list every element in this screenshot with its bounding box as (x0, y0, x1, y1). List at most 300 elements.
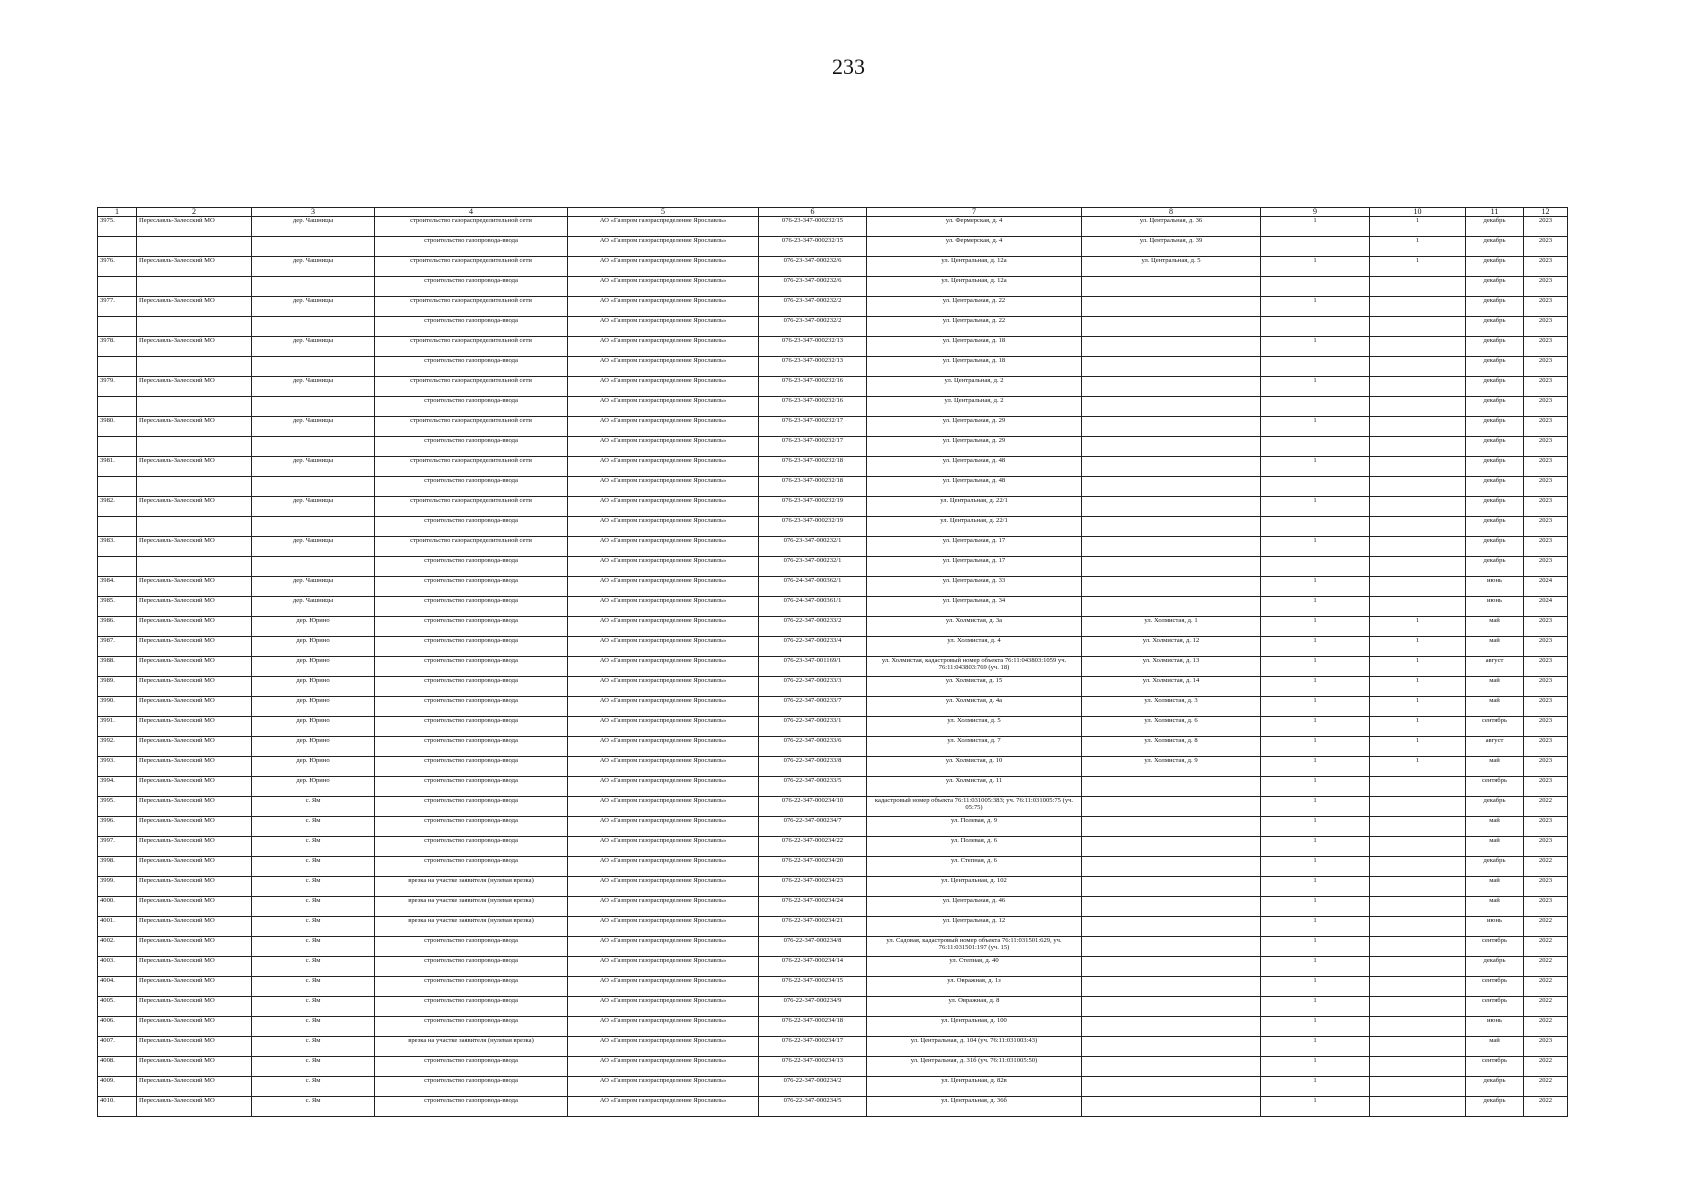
settlement-cell (252, 557, 375, 577)
work-type-cell: строительство газопровода-ввода (375, 577, 568, 597)
count-2-cell (1370, 477, 1466, 497)
table-row (98, 757, 1568, 777)
settlement-cell (252, 437, 375, 457)
count-2-cell (1370, 837, 1466, 857)
count-cell (1261, 517, 1370, 537)
year-cell: 2023 (1524, 537, 1568, 557)
count-cell: 1 (1261, 897, 1370, 917)
count-2-cell: 1 (1370, 617, 1466, 637)
row-number (98, 557, 137, 577)
year-cell: 2022 (1524, 957, 1568, 977)
organization-cell: АО «Газпром газораспределение Ярославль» (568, 677, 759, 697)
row-number (98, 397, 137, 417)
organization-cell: АО «Газпром газораспределение Ярославль» (568, 697, 759, 717)
count-2-cell (1370, 397, 1466, 417)
count-2-cell (1370, 457, 1466, 477)
count-cell: 1 (1261, 797, 1370, 817)
address-cell: ул. Холмистая, д. 4 (867, 637, 1082, 657)
address-2-cell (1082, 437, 1261, 457)
count-2-cell (1370, 797, 1466, 817)
count-cell: 1 (1261, 297, 1370, 317)
organization-cell: АО «Газпром газораспределение Ярославль» (568, 637, 759, 657)
code-cell: 076-22-347-000234/13 (759, 1057, 867, 1077)
address-cell: ул. Центральная, д. 22/1 (867, 517, 1082, 537)
settlement-cell: с. Ям (252, 797, 375, 817)
table-subrow (98, 277, 1568, 297)
address-2-cell: ул. Холмистая, д. 1 (1082, 617, 1261, 637)
organization-cell: АО «Газпром газораспределение Ярославль» (568, 377, 759, 397)
work-type-cell: строительство газораспределительной сети (375, 497, 568, 517)
row-number (98, 477, 137, 497)
month-cell: май (1466, 817, 1524, 837)
work-type-cell: строительство газопровода-ввода (375, 977, 568, 997)
row-number: 4006. (98, 1017, 137, 1037)
address-cell: ул. Центральная, д. 17 (867, 537, 1082, 557)
work-type-cell: строительство газопровода-ввода (375, 357, 568, 377)
settlement-cell (252, 237, 375, 257)
month-cell: декабрь (1466, 857, 1524, 877)
address-cell: ул. Фермерская, д. 4 (867, 237, 1082, 257)
organization-cell: АО «Газпром газораспределение Ярославль» (568, 597, 759, 617)
count-cell: 1 (1261, 337, 1370, 357)
header-row (98, 208, 1568, 217)
organization-cell: АО «Газпром газораспределение Ярославль» (568, 1037, 759, 1057)
year-cell: 2022 (1524, 1017, 1568, 1037)
address-2-cell (1082, 1077, 1261, 1097)
work-type-cell: строительство газопровода-ввода (375, 277, 568, 297)
address-cell: ул. Холмистая, д. 15 (867, 677, 1082, 697)
municipality-cell: Переславль-Залесский МО (137, 997, 252, 1017)
count-2-cell (1370, 297, 1466, 317)
month-cell: декабрь (1466, 457, 1524, 477)
organization-cell: АО «Газпром газораспределение Ярославль» (568, 237, 759, 257)
work-type-cell: строительство газораспределительной сети (375, 257, 568, 277)
month-cell: декабрь (1466, 397, 1524, 417)
count-cell (1261, 277, 1370, 297)
month-cell: декабрь (1466, 317, 1524, 337)
settlement-cell: с. Ям (252, 937, 375, 957)
count-2-cell (1370, 957, 1466, 977)
year-cell: 2023 (1524, 877, 1568, 897)
month-cell: май (1466, 1037, 1524, 1057)
table-row (98, 677, 1568, 697)
organization-cell: АО «Газпром газораспределение Ярославль» (568, 557, 759, 577)
municipality-cell: Переславль-Залесский МО (137, 657, 252, 677)
year-cell: 2023 (1524, 217, 1568, 237)
year-cell: 2022 (1524, 997, 1568, 1017)
work-type-cell: строительство газораспределительной сети (375, 457, 568, 477)
month-cell: декабрь (1466, 297, 1524, 317)
count-cell: 1 (1261, 857, 1370, 877)
table-subrow (98, 237, 1568, 257)
address-2-cell: ул. Центральная, д. 39 (1082, 237, 1261, 257)
count-cell: 1 (1261, 657, 1370, 677)
address-2-cell (1082, 877, 1261, 897)
month-cell: декабрь (1466, 517, 1524, 537)
code-cell: 076-23-347-000232/15 (759, 217, 867, 237)
code-cell: 076-22-347-000233/3 (759, 677, 867, 697)
year-cell: 2022 (1524, 1097, 1568, 1117)
table-row (98, 417, 1568, 437)
table-row (98, 1097, 1568, 1117)
month-cell: декабрь (1466, 477, 1524, 497)
count-cell: 1 (1261, 677, 1370, 697)
work-type-cell: строительство газопровода-ввода (375, 557, 568, 577)
address-2-cell (1082, 1097, 1261, 1117)
table-row (98, 837, 1568, 857)
settlement-cell: с. Ям (252, 977, 375, 997)
municipality-cell: Переславль-Залесский МО (137, 577, 252, 597)
count-2-cell (1370, 277, 1466, 297)
code-cell: 076-22-347-000233/8 (759, 757, 867, 777)
settlement-cell: дер. Юрино (252, 717, 375, 737)
code-cell: 076-23-347-000232/16 (759, 397, 867, 417)
address-cell: ул. Центральная, д. 12а (867, 277, 1082, 297)
month-cell: май (1466, 757, 1524, 777)
organization-cell: АО «Газпром газораспределение Ярославль» (568, 1057, 759, 1077)
work-type-cell: строительство газопровода-ввода (375, 737, 568, 757)
count-2-cell (1370, 997, 1466, 1017)
address-cell: ул. Холмистая, д. 5 (867, 717, 1082, 737)
municipality-cell: Переславль-Залесский МО (137, 797, 252, 817)
organization-cell: АО «Газпром газораспределение Ярославль» (568, 417, 759, 437)
code-cell: 076-23-347-000232/17 (759, 437, 867, 457)
table-row (98, 897, 1568, 917)
address-2-cell (1082, 917, 1261, 937)
address-cell: ул. Центральная, д. 36б (867, 1097, 1082, 1117)
code-cell: 076-22-347-000234/21 (759, 917, 867, 937)
settlement-cell: дер. Чашницы (252, 537, 375, 557)
address-cell: ул. Центральная, д. 29 (867, 437, 1082, 457)
month-cell: июнь (1466, 917, 1524, 937)
address-cell: ул. Центральная, д. 48 (867, 457, 1082, 477)
count-2-cell: 1 (1370, 717, 1466, 737)
organization-cell: АО «Газпром газораспределение Ярославль» (568, 397, 759, 417)
organization-cell: АО «Газпром газораспределение Ярославль» (568, 457, 759, 477)
row-number: 4007. (98, 1037, 137, 1057)
organization-cell: АО «Газпром газораспределение Ярославль» (568, 657, 759, 677)
work-type-cell: строительство газопровода-ввода (375, 317, 568, 337)
table-subrow (98, 477, 1568, 497)
settlement-cell: с. Ям (252, 1057, 375, 1077)
code-cell: 076-23-347-000232/13 (759, 337, 867, 357)
address-cell: ул. Полевая, д. 6 (867, 837, 1082, 857)
count-2-cell: 1 (1370, 697, 1466, 717)
count-cell: 1 (1261, 937, 1370, 957)
municipality-cell: Переславль-Залесский МО (137, 297, 252, 317)
count-2-cell (1370, 897, 1466, 917)
count-2-cell (1370, 517, 1466, 537)
work-type-cell: врезка на участке заявителя (нулевая врезка) (375, 877, 568, 897)
table-row (98, 737, 1568, 757)
row-number: 4002. (98, 937, 137, 957)
address-cell: ул. Центральная, д. 33 (867, 577, 1082, 597)
address-2-cell (1082, 357, 1261, 377)
count-2-cell (1370, 1097, 1466, 1117)
count-cell (1261, 437, 1370, 457)
count-2-cell: 1 (1370, 217, 1466, 237)
count-2-cell: 1 (1370, 657, 1466, 677)
address-cell: ул. Центральная, д. 12а (867, 257, 1082, 277)
code-cell: 076-23-347-000232/18 (759, 457, 867, 477)
count-2-cell (1370, 597, 1466, 617)
table-row (98, 597, 1568, 617)
table-row (98, 217, 1568, 237)
settlement-cell: с. Ям (252, 1077, 375, 1097)
table-row (98, 777, 1568, 797)
municipality-cell: Переславль-Залесский МО (137, 937, 252, 957)
organization-cell: АО «Газпром газораспределение Ярославль» (568, 1077, 759, 1097)
count-cell: 1 (1261, 637, 1370, 657)
work-type-cell: строительство газопровода-ввода (375, 597, 568, 617)
address-2-cell (1082, 977, 1261, 997)
row-number (98, 317, 137, 337)
work-type-cell: врезка на участке заявителя (нулевая врезка) (375, 897, 568, 917)
settlement-cell: дер. Чашницы (252, 377, 375, 397)
month-cell: июнь (1466, 597, 1524, 617)
count-2-cell (1370, 777, 1466, 797)
count-cell: 1 (1261, 717, 1370, 737)
municipality-cell (137, 357, 252, 377)
organization-cell: АО «Газпром газораспределение Ярославль» (568, 257, 759, 277)
count-2-cell: 1 (1370, 737, 1466, 757)
address-cell: ул. Холмистая, д. 4а (867, 697, 1082, 717)
work-type-cell: строительство газопровода-ввода (375, 1017, 568, 1037)
year-cell: 2023 (1524, 477, 1568, 497)
count-2-cell (1370, 417, 1466, 437)
table-row (98, 617, 1568, 637)
year-cell: 2023 (1524, 337, 1568, 357)
table-subrow (98, 557, 1568, 577)
organization-cell: АО «Газпром газораспределение Ярославль» (568, 297, 759, 317)
settlement-cell: с. Ям (252, 817, 375, 837)
work-type-cell: строительство газопровода-ввода (375, 1097, 568, 1117)
count-cell: 1 (1261, 417, 1370, 437)
address-2-cell (1082, 1057, 1261, 1077)
settlement-cell: дер. Юрино (252, 677, 375, 697)
address-2-cell: ул. Центральная, д. 5 (1082, 257, 1261, 277)
row-number: 3989. (98, 677, 137, 697)
count-2-cell: 1 (1370, 257, 1466, 277)
count-cell: 1 (1261, 1037, 1370, 1057)
code-cell: 076-22-347-000234/24 (759, 897, 867, 917)
municipality-cell: Переславль-Залесский МО (137, 417, 252, 437)
table-row (98, 377, 1568, 397)
row-number: 3999. (98, 877, 137, 897)
header-cell: 8 (1082, 208, 1261, 217)
organization-cell: АО «Газпром газораспределение Ярославль» (568, 477, 759, 497)
month-cell: сентябрь (1466, 977, 1524, 997)
month-cell: май (1466, 837, 1524, 857)
municipality-cell: Переславль-Залесский МО (137, 677, 252, 697)
row-number (98, 437, 137, 457)
row-number: 3994. (98, 777, 137, 797)
municipality-cell: Переславль-Залесский МО (137, 377, 252, 397)
row-number (98, 517, 137, 537)
work-type-cell: строительство газопровода-ввода (375, 1057, 568, 1077)
settlement-cell (252, 517, 375, 537)
settlement-cell: с. Ям (252, 837, 375, 857)
count-cell: 1 (1261, 757, 1370, 777)
code-cell: 076-22-347-000233/2 (759, 617, 867, 637)
address-cell: ул. Центральная, д. 102 (867, 877, 1082, 897)
code-cell: 076-23-347-000232/1 (759, 557, 867, 577)
month-cell: май (1466, 897, 1524, 917)
address-cell: ул. Центральная, д. 18 (867, 337, 1082, 357)
organization-cell: АО «Газпром газораспределение Ярославль» (568, 957, 759, 977)
count-cell: 1 (1261, 597, 1370, 617)
address-2-cell: ул. Центральная, д. 36 (1082, 217, 1261, 237)
year-cell: 2022 (1524, 977, 1568, 997)
row-number: 3996. (98, 817, 137, 837)
year-cell: 2022 (1524, 917, 1568, 937)
code-cell: 076-23-347-000232/1 (759, 537, 867, 557)
municipality-cell: Переславль-Залесский МО (137, 777, 252, 797)
table-row (98, 497, 1568, 517)
organization-cell: АО «Газпром газораспределение Ярославль» (568, 857, 759, 877)
municipality-cell: Переславль-Залесский МО (137, 857, 252, 877)
organization-cell: АО «Газпром газораспределение Ярославль» (568, 817, 759, 837)
address-cell: ул. Центральная, д. 17 (867, 557, 1082, 577)
table-row (98, 717, 1568, 737)
work-type-cell: строительство газопровода-ввода (375, 717, 568, 737)
address-cell: ул. Центральная, д. 34 (867, 597, 1082, 617)
municipality-cell: Переславль-Залесский МО (137, 1037, 252, 1057)
address-2-cell (1082, 957, 1261, 977)
table-row (98, 577, 1568, 597)
header-cell: 11 (1466, 208, 1524, 217)
municipality-cell: Переславль-Залесский МО (137, 337, 252, 357)
count-2-cell: 1 (1370, 677, 1466, 697)
year-cell: 2023 (1524, 677, 1568, 697)
organization-cell: АО «Газпром газораспределение Ярославль» (568, 977, 759, 997)
table-body (98, 208, 1568, 1117)
count-cell: 1 (1261, 577, 1370, 597)
address-2-cell (1082, 1037, 1261, 1057)
code-cell: 076-23-347-000232/18 (759, 477, 867, 497)
settlement-cell (252, 357, 375, 377)
count-2-cell (1370, 377, 1466, 397)
work-type-cell: строительство газораспределительной сети (375, 217, 568, 237)
row-number: 3983. (98, 537, 137, 557)
organization-cell: АО «Газпром газораспределение Ярославль» (568, 617, 759, 637)
table-row (98, 797, 1568, 817)
work-type-cell: строительство газопровода-ввода (375, 637, 568, 657)
month-cell: май (1466, 617, 1524, 637)
count-cell: 1 (1261, 697, 1370, 717)
settlement-cell: с. Ям (252, 1017, 375, 1037)
row-number: 4010. (98, 1097, 137, 1117)
municipality-cell: Переславль-Залесский МО (137, 457, 252, 477)
table-subrow (98, 397, 1568, 417)
month-cell: декабрь (1466, 1077, 1524, 1097)
row-number: 4000. (98, 897, 137, 917)
address-2-cell: ул. Холмистая, д. 3 (1082, 697, 1261, 717)
organization-cell: АО «Газпром газораспределение Ярославль» (568, 317, 759, 337)
header-cell: 10 (1370, 208, 1466, 217)
organization-cell: АО «Газпром газораспределение Ярославль» (568, 717, 759, 737)
table-row (98, 1077, 1568, 1097)
year-cell: 2023 (1524, 837, 1568, 857)
row-number: 3978. (98, 337, 137, 357)
organization-cell: АО «Газпром газораспределение Ярославль» (568, 577, 759, 597)
code-cell: 076-22-347-000234/23 (759, 877, 867, 897)
organization-cell: АО «Газпром газораспределение Ярославль» (568, 897, 759, 917)
address-2-cell (1082, 317, 1261, 337)
settlement-cell (252, 317, 375, 337)
organization-cell: АО «Газпром газораспределение Ярославль» (568, 217, 759, 237)
count-cell (1261, 357, 1370, 377)
count-2-cell (1370, 437, 1466, 457)
month-cell: декабрь (1466, 337, 1524, 357)
work-type-cell: строительство газопровода-ввода (375, 477, 568, 497)
code-cell: 076-23-347-000232/19 (759, 497, 867, 517)
count-2-cell: 1 (1370, 237, 1466, 257)
code-cell: 076-22-347-000234/22 (759, 837, 867, 857)
row-number: 3997. (98, 837, 137, 857)
code-cell: 076-23-347-000232/17 (759, 417, 867, 437)
address-2-cell (1082, 897, 1261, 917)
page-number: 233 (832, 54, 865, 79)
row-number: 3987. (98, 637, 137, 657)
count-2-cell (1370, 357, 1466, 377)
count-cell: 1 (1261, 257, 1370, 277)
year-cell: 2023 (1524, 437, 1568, 457)
row-number: 3988. (98, 657, 137, 677)
code-cell: 076-23-347-000232/6 (759, 277, 867, 297)
code-cell: 076-24-347-000361/1 (759, 597, 867, 617)
address-2-cell (1082, 377, 1261, 397)
table-row (98, 917, 1568, 937)
month-cell: июнь (1466, 577, 1524, 597)
month-cell: декабрь (1466, 357, 1524, 377)
municipality-cell (137, 317, 252, 337)
organization-cell: АО «Газпром газораспределение Ярославль» (568, 937, 759, 957)
row-number: 4001. (98, 917, 137, 937)
month-cell: сентябрь (1466, 717, 1524, 737)
municipality-cell: Переславль-Залесский МО (137, 837, 252, 857)
table-row (98, 1037, 1568, 1057)
table-row (98, 997, 1568, 1017)
row-number (98, 357, 137, 377)
address-2-cell (1082, 477, 1261, 497)
year-cell: 2023 (1524, 517, 1568, 537)
code-cell: 076-22-347-000234/18 (759, 1017, 867, 1037)
address-2-cell (1082, 597, 1261, 617)
municipality-cell: Переславль-Залесский МО (137, 637, 252, 657)
row-number: 3990. (98, 697, 137, 717)
row-number: 3975. (98, 217, 137, 237)
year-cell: 2023 (1524, 697, 1568, 717)
address-2-cell (1082, 857, 1261, 877)
count-cell (1261, 237, 1370, 257)
address-cell: ул. Холмистая, д. 3а (867, 617, 1082, 637)
code-cell: 076-22-347-000234/7 (759, 817, 867, 837)
municipality-cell (137, 557, 252, 577)
settlement-cell: с. Ям (252, 997, 375, 1017)
code-cell: 076-23-347-001169/1 (759, 657, 867, 677)
table-row (98, 257, 1568, 277)
organization-cell: АО «Газпром газораспределение Ярославль» (568, 1017, 759, 1037)
address-cell: ул. Холмистая, д. 7 (867, 737, 1082, 757)
settlement-cell: дер. Чашницы (252, 417, 375, 437)
count-2-cell (1370, 317, 1466, 337)
code-cell: 076-22-347-000234/9 (759, 997, 867, 1017)
row-number (98, 277, 137, 297)
code-cell: 076-22-347-000233/5 (759, 777, 867, 797)
address-2-cell (1082, 817, 1261, 837)
month-cell: декабрь (1466, 417, 1524, 437)
